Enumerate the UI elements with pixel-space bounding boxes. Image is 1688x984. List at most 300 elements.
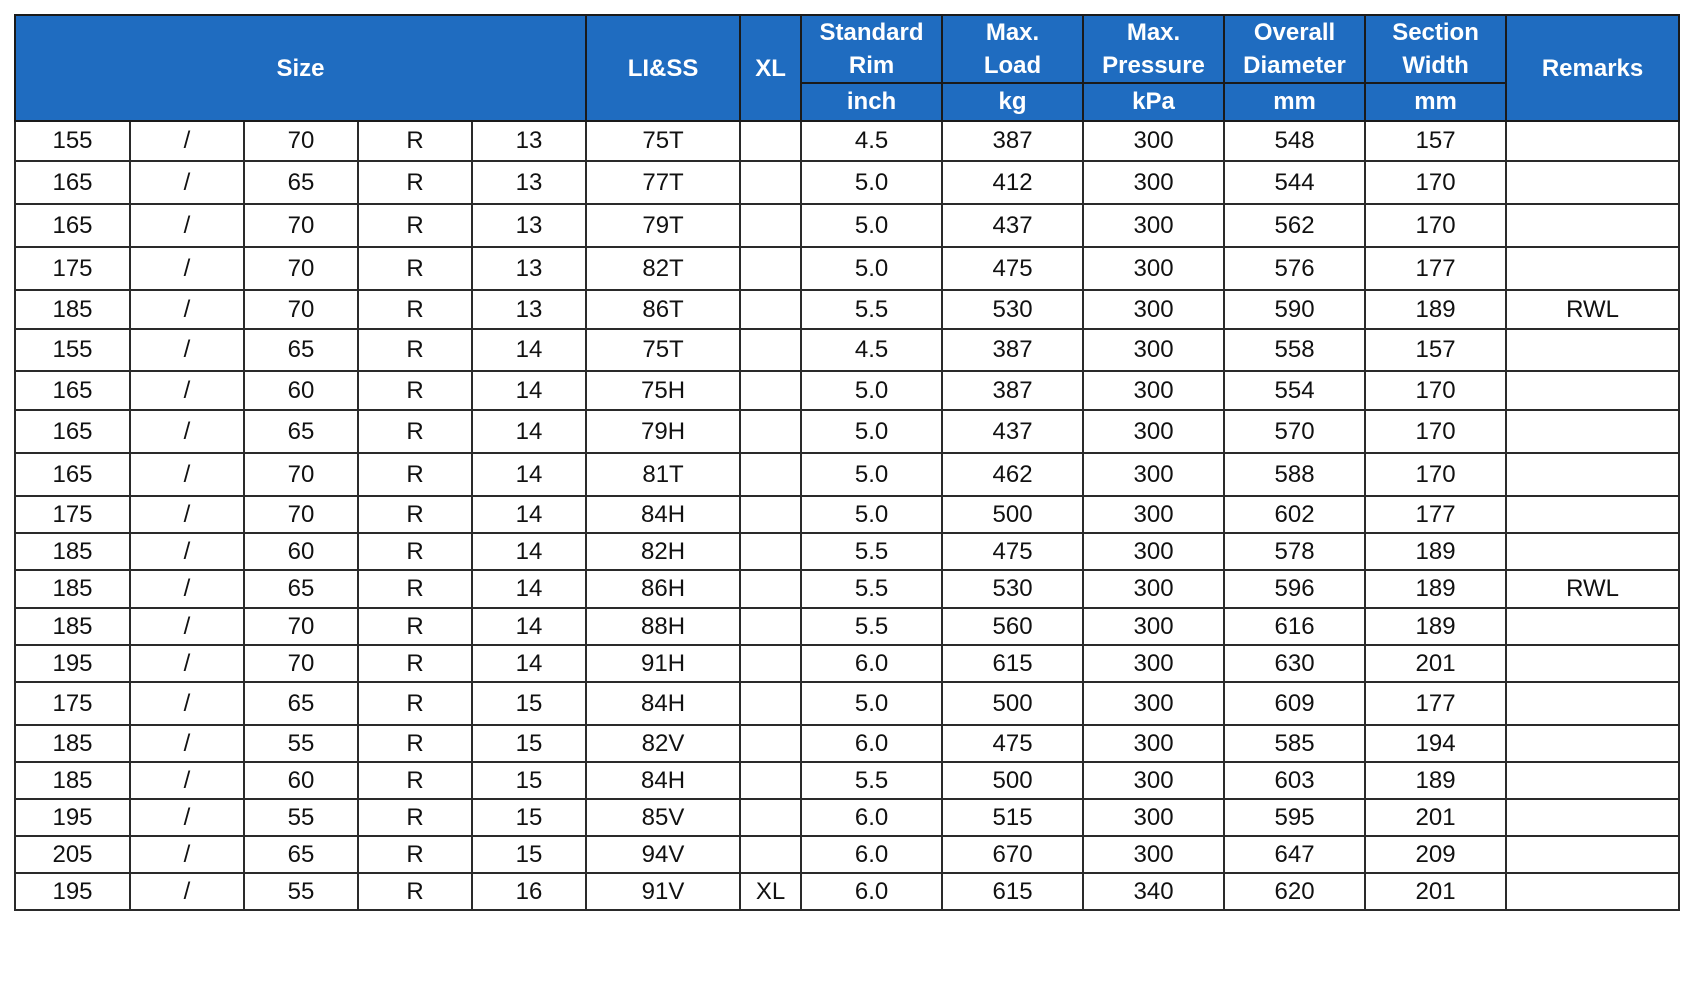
max-pressure-value: 300 <box>1083 161 1224 204</box>
overall-diameter-value: 544 <box>1224 161 1365 204</box>
aspect-ratio-value: 70 <box>244 204 358 247</box>
table-row <box>15 204 1679 247</box>
max-pressure-value: 300 <box>1083 247 1224 290</box>
max-load-value: 530 <box>942 570 1083 608</box>
section-width-value: 175 <box>15 247 130 290</box>
max-load-value: 462 <box>942 453 1083 496</box>
rim-diameter-value: 16 <box>472 873 586 910</box>
rim-diameter-value: 14 <box>472 533 586 570</box>
section-width-value: 195 <box>15 645 130 682</box>
section-width-value: 165 <box>15 371 130 410</box>
rim-diameter-value: 15 <box>472 725 586 762</box>
tire-spec-table <box>14 14 1680 911</box>
aspect-ratio-value: 60 <box>244 371 358 410</box>
standard-rim-value: 5.5 <box>801 570 942 608</box>
rim-diameter-value: 13 <box>472 247 586 290</box>
slash: / <box>130 645 244 682</box>
construction-value: R <box>358 725 472 762</box>
remarks-value <box>1506 762 1679 799</box>
overall-diameter-value: 576 <box>1224 247 1365 290</box>
li-ss-value: 84H <box>586 762 740 799</box>
table-row <box>15 371 1679 410</box>
construction-value: R <box>358 247 472 290</box>
overall-diameter-value: 570 <box>1224 410 1365 453</box>
section-width-unit: mm <box>1365 83 1506 121</box>
overall-diameter-value: 603 <box>1224 762 1365 799</box>
overall-diameter-value: 588 <box>1224 453 1365 496</box>
standard-rim-value: 5.0 <box>801 496 942 533</box>
xl-value <box>740 725 801 762</box>
standard-rim-value: 6.0 <box>801 725 942 762</box>
remarks-value <box>1506 121 1679 161</box>
rim-diameter-value: 13 <box>472 204 586 247</box>
slash: / <box>130 329 244 371</box>
li-ss-value: 94V <box>586 836 740 873</box>
max-load-value: 437 <box>942 410 1083 453</box>
remarks-value <box>1506 873 1679 910</box>
rim-diameter-value: 14 <box>472 453 586 496</box>
max-pressure-value: 340 <box>1083 873 1224 910</box>
section-width-value: 195 <box>15 799 130 836</box>
aspect-ratio-value: 70 <box>244 290 358 329</box>
li-ss-value: 84H <box>586 496 740 533</box>
construction-value: R <box>358 453 472 496</box>
section-width-value: 185 <box>15 533 130 570</box>
construction-value: R <box>358 533 472 570</box>
max-pressure-value: 300 <box>1083 799 1224 836</box>
table-row <box>15 682 1679 725</box>
construction-value: R <box>358 204 472 247</box>
rim-diameter-value: 13 <box>472 290 586 329</box>
slash: / <box>130 608 244 645</box>
slash: / <box>130 873 244 910</box>
section-width-mm-value: 157 <box>1365 121 1506 161</box>
max-pressure-value: 300 <box>1083 329 1224 371</box>
max-pressure-value: 300 <box>1083 496 1224 533</box>
rim-diameter-value: 13 <box>472 161 586 204</box>
standard-rim-value: 5.0 <box>801 161 942 204</box>
table-body <box>15 121 1679 910</box>
construction-value: R <box>358 608 472 645</box>
max-load-value: 475 <box>942 247 1083 290</box>
remarks-value <box>1506 329 1679 371</box>
section-width-mm-value: 170 <box>1365 204 1506 247</box>
table-row <box>15 799 1679 836</box>
construction-value: R <box>358 762 472 799</box>
standard-rim-value: 5.0 <box>801 410 942 453</box>
overall-diameter-value: 558 <box>1224 329 1365 371</box>
li-ss-value: 91H <box>586 645 740 682</box>
remarks-value <box>1506 608 1679 645</box>
section-width-value: 185 <box>15 725 130 762</box>
section-width-value: 195 <box>15 873 130 910</box>
xl-value <box>740 204 801 247</box>
max-pressure-value: 300 <box>1083 453 1224 496</box>
slash: / <box>130 725 244 762</box>
section-width-header <box>1365 15 1506 83</box>
xl-value <box>740 247 801 290</box>
size-header: Size <box>15 15 586 121</box>
slash: / <box>130 161 244 204</box>
standard-rim-value: 4.5 <box>801 121 942 161</box>
standard-rim-value: 5.5 <box>801 608 942 645</box>
xl-value <box>740 682 801 725</box>
table-row <box>15 645 1679 682</box>
remarks-value <box>1506 371 1679 410</box>
aspect-ratio-value: 55 <box>244 725 358 762</box>
standard-rim-value: 5.0 <box>801 453 942 496</box>
remarks-value <box>1506 204 1679 247</box>
rim-diameter-value: 14 <box>472 608 586 645</box>
table-row <box>15 329 1679 371</box>
xl-value <box>740 533 801 570</box>
table-row <box>15 608 1679 645</box>
standard-rim-value: 5.0 <box>801 682 942 725</box>
standard-rim-value: 5.5 <box>801 290 942 329</box>
table-row <box>15 247 1679 290</box>
aspect-ratio-value: 70 <box>244 453 358 496</box>
table-row <box>15 410 1679 453</box>
max-pressure-value: 300 <box>1083 204 1224 247</box>
max-pressure-value: 300 <box>1083 371 1224 410</box>
construction-value: R <box>358 496 472 533</box>
xl-value <box>740 762 801 799</box>
section-width-mm-value: 170 <box>1365 453 1506 496</box>
xl-value <box>740 496 801 533</box>
section-width-mm-value: 189 <box>1365 290 1506 329</box>
remarks-value <box>1506 645 1679 682</box>
section-width-mm-value: 201 <box>1365 873 1506 910</box>
overall-diameter-value: 578 <box>1224 533 1365 570</box>
standard-rim-value: 5.5 <box>801 762 942 799</box>
construction-value: R <box>358 161 472 204</box>
li-ss-value: 75H <box>586 371 740 410</box>
overall-diameter-unit: mm <box>1224 83 1365 121</box>
slash: / <box>130 453 244 496</box>
section-width-value: 185 <box>15 570 130 608</box>
construction-value: R <box>358 329 472 371</box>
section-width-value: 155 <box>15 121 130 161</box>
remarks-value: RWL <box>1506 570 1679 608</box>
max-pressure-unit: kPa <box>1083 83 1224 121</box>
overall-diameter-header-line2: Diameter <box>1243 52 1346 79</box>
max-load-value: 500 <box>942 762 1083 799</box>
max-pressure-value: 300 <box>1083 645 1224 682</box>
li-ss-value: 75T <box>586 329 740 371</box>
section-width-mm-value: 170 <box>1365 410 1506 453</box>
standard-rim-value: 6.0 <box>801 873 942 910</box>
aspect-ratio-value: 60 <box>244 533 358 570</box>
section-width-header-line2: Width <box>1402 52 1469 79</box>
li-ss-value: 77T <box>586 161 740 204</box>
overall-diameter-value: 585 <box>1224 725 1365 762</box>
max-load-value: 615 <box>942 873 1083 910</box>
aspect-ratio-value: 65 <box>244 329 358 371</box>
overall-diameter-value: 620 <box>1224 873 1365 910</box>
table-row <box>15 121 1679 161</box>
rim-diameter-value: 15 <box>472 762 586 799</box>
standard-rim-value: 4.5 <box>801 329 942 371</box>
li-ss-header: LI&SS <box>586 15 740 121</box>
max-load-value: 500 <box>942 496 1083 533</box>
overall-diameter-value: 616 <box>1224 608 1365 645</box>
max-pressure-value: 300 <box>1083 533 1224 570</box>
remarks-value <box>1506 247 1679 290</box>
xl-value: XL <box>740 873 801 910</box>
rim-diameter-value: 14 <box>472 371 586 410</box>
aspect-ratio-value: 70 <box>244 247 358 290</box>
aspect-ratio-value: 55 <box>244 799 358 836</box>
xl-value <box>740 570 801 608</box>
max-load-header-line2: Load <box>983 52 1042 79</box>
slash: / <box>130 682 244 725</box>
max-load-value: 670 <box>942 836 1083 873</box>
remarks-value: RWL <box>1506 290 1679 329</box>
rim-diameter-value: 15 <box>472 799 586 836</box>
max-pressure-value: 300 <box>1083 682 1224 725</box>
aspect-ratio-value: 55 <box>244 873 358 910</box>
section-width-mm-value: 177 <box>1365 247 1506 290</box>
li-ss-value: 91V <box>586 873 740 910</box>
max-pressure-value: 300 <box>1083 410 1224 453</box>
max-load-value: 530 <box>942 290 1083 329</box>
max-load-value: 475 <box>942 533 1083 570</box>
aspect-ratio-value: 70 <box>244 496 358 533</box>
slash: / <box>130 570 244 608</box>
overall-diameter-value: 609 <box>1224 682 1365 725</box>
table-row <box>15 161 1679 204</box>
slash: / <box>130 121 244 161</box>
section-width-value: 205 <box>15 836 130 873</box>
section-width-mm-value: 170 <box>1365 161 1506 204</box>
section-width-value: 175 <box>15 496 130 533</box>
overall-diameter-value: 554 <box>1224 371 1365 410</box>
xl-value <box>740 121 801 161</box>
overall-diameter-value: 548 <box>1224 121 1365 161</box>
max-pressure-header-line1: Max. <box>1126 19 1181 46</box>
max-pressure-value: 300 <box>1083 608 1224 645</box>
max-pressure-value: 300 <box>1083 725 1224 762</box>
li-ss-value: 82V <box>586 725 740 762</box>
remarks-value <box>1506 496 1679 533</box>
standard-rim-value: 5.0 <box>801 204 942 247</box>
construction-value: R <box>358 836 472 873</box>
section-width-mm-value: 194 <box>1365 725 1506 762</box>
section-width-value: 165 <box>15 161 130 204</box>
section-width-value: 165 <box>15 453 130 496</box>
remarks-value <box>1506 725 1679 762</box>
overall-diameter-value: 602 <box>1224 496 1365 533</box>
rim-diameter-value: 15 <box>472 836 586 873</box>
max-load-value: 412 <box>942 161 1083 204</box>
construction-value: R <box>358 290 472 329</box>
table-row <box>15 290 1679 329</box>
max-pressure-value: 300 <box>1083 762 1224 799</box>
li-ss-value: 82T <box>586 247 740 290</box>
standard-rim-value: 6.0 <box>801 799 942 836</box>
slash: / <box>130 410 244 453</box>
max-load-header <box>942 15 1083 83</box>
rim-diameter-value: 14 <box>472 410 586 453</box>
section-width-value: 185 <box>15 290 130 329</box>
remarks-value <box>1506 836 1679 873</box>
overall-diameter-value: 562 <box>1224 204 1365 247</box>
max-load-value: 387 <box>942 329 1083 371</box>
xl-value <box>740 453 801 496</box>
aspect-ratio-value: 65 <box>244 836 358 873</box>
slash: / <box>130 533 244 570</box>
overall-diameter-value: 630 <box>1224 645 1365 682</box>
overall-diameter-value: 595 <box>1224 799 1365 836</box>
max-pressure-value: 300 <box>1083 121 1224 161</box>
table-row <box>15 873 1679 910</box>
construction-value: R <box>358 410 472 453</box>
max-pressure-value: 300 <box>1083 290 1224 329</box>
section-width-mm-value: 177 <box>1365 496 1506 533</box>
section-width-mm-value: 201 <box>1365 645 1506 682</box>
xl-value <box>740 608 801 645</box>
rim-diameter-value: 13 <box>472 121 586 161</box>
remarks-header: Remarks <box>1506 15 1679 121</box>
construction-value: R <box>358 121 472 161</box>
slash: / <box>130 496 244 533</box>
li-ss-value: 84H <box>586 682 740 725</box>
table-row <box>15 836 1679 873</box>
table-row <box>15 570 1679 608</box>
max-load-header-line1: Max. <box>985 19 1040 46</box>
li-ss-value: 85V <box>586 799 740 836</box>
aspect-ratio-value: 65 <box>244 570 358 608</box>
remarks-value <box>1506 453 1679 496</box>
construction-value: R <box>358 799 472 836</box>
slash: / <box>130 762 244 799</box>
standard-rim-header <box>801 15 942 83</box>
remarks-value <box>1506 161 1679 204</box>
aspect-ratio-value: 70 <box>244 121 358 161</box>
rim-diameter-value: 14 <box>472 329 586 371</box>
li-ss-value: 79T <box>586 204 740 247</box>
header-row-labels <box>15 15 1679 83</box>
xl-value <box>740 410 801 453</box>
section-width-mm-value: 189 <box>1365 608 1506 645</box>
li-ss-value: 81T <box>586 453 740 496</box>
li-ss-value: 86H <box>586 570 740 608</box>
section-width-mm-value: 201 <box>1365 799 1506 836</box>
xl-value <box>740 836 801 873</box>
section-width-mm-value: 177 <box>1365 682 1506 725</box>
max-load-value: 615 <box>942 645 1083 682</box>
aspect-ratio-value: 60 <box>244 762 358 799</box>
slash: / <box>130 836 244 873</box>
construction-value: R <box>358 371 472 410</box>
xl-value <box>740 161 801 204</box>
overall-diameter-value: 596 <box>1224 570 1365 608</box>
overall-diameter-header-line1: Overall <box>1253 19 1336 46</box>
table-row <box>15 533 1679 570</box>
standard-rim-header-line2: Rim <box>848 52 895 79</box>
overall-diameter-header <box>1224 15 1365 83</box>
standard-rim-value: 5.0 <box>801 371 942 410</box>
max-load-value: 500 <box>942 682 1083 725</box>
remarks-value <box>1506 682 1679 725</box>
rim-diameter-value: 15 <box>472 682 586 725</box>
standard-rim-header-line1: Standard <box>819 19 924 46</box>
standard-rim-value: 5.5 <box>801 533 942 570</box>
xl-value <box>740 799 801 836</box>
standard-rim-unit: inch <box>801 83 942 121</box>
li-ss-value: 75T <box>586 121 740 161</box>
slash: / <box>130 799 244 836</box>
max-pressure-value: 300 <box>1083 570 1224 608</box>
max-load-value: 515 <box>942 799 1083 836</box>
xl-value <box>740 371 801 410</box>
table-row <box>15 453 1679 496</box>
slash: / <box>130 290 244 329</box>
standard-rim-value: 6.0 <box>801 645 942 682</box>
slash: / <box>130 204 244 247</box>
max-load-unit: kg <box>942 83 1083 121</box>
section-width-value: 175 <box>15 682 130 725</box>
li-ss-value: 82H <box>586 533 740 570</box>
li-ss-value: 86T <box>586 290 740 329</box>
li-ss-value: 88H <box>586 608 740 645</box>
section-width-value: 165 <box>15 204 130 247</box>
max-load-value: 560 <box>942 608 1083 645</box>
max-load-value: 387 <box>942 121 1083 161</box>
li-ss-value: 79H <box>586 410 740 453</box>
remarks-value <box>1506 410 1679 453</box>
xl-value <box>740 645 801 682</box>
section-width-value: 165 <box>15 410 130 453</box>
table-row <box>15 725 1679 762</box>
standard-rim-value: 6.0 <box>801 836 942 873</box>
overall-diameter-value: 590 <box>1224 290 1365 329</box>
xl-value <box>740 329 801 371</box>
max-pressure-value: 300 <box>1083 836 1224 873</box>
rim-diameter-value: 14 <box>472 645 586 682</box>
section-width-mm-value: 157 <box>1365 329 1506 371</box>
construction-value: R <box>358 682 472 725</box>
section-width-mm-value: 189 <box>1365 533 1506 570</box>
slash: / <box>130 247 244 290</box>
section-width-value: 155 <box>15 329 130 371</box>
xl-header: XL <box>740 15 801 121</box>
max-pressure-header-line2: Pressure <box>1102 52 1205 79</box>
aspect-ratio-value: 65 <box>244 410 358 453</box>
rim-diameter-value: 14 <box>472 570 586 608</box>
table-row <box>15 496 1679 533</box>
construction-value: R <box>358 570 472 608</box>
table-row <box>15 762 1679 799</box>
section-width-mm-value: 170 <box>1365 371 1506 410</box>
aspect-ratio-value: 70 <box>244 608 358 645</box>
aspect-ratio-value: 70 <box>244 645 358 682</box>
max-pressure-header <box>1083 15 1224 83</box>
construction-value: R <box>358 645 472 682</box>
rim-diameter-value: 14 <box>472 496 586 533</box>
slash: / <box>130 371 244 410</box>
overall-diameter-value: 647 <box>1224 836 1365 873</box>
section-width-value: 185 <box>15 762 130 799</box>
section-width-mm-value: 209 <box>1365 836 1506 873</box>
aspect-ratio-value: 65 <box>244 161 358 204</box>
section-width-mm-value: 189 <box>1365 762 1506 799</box>
tire-spec-table-container <box>14 14 1678 911</box>
remarks-value <box>1506 799 1679 836</box>
max-load-value: 475 <box>942 725 1083 762</box>
xl-value <box>740 290 801 329</box>
section-width-header-line1: Section <box>1392 19 1479 46</box>
